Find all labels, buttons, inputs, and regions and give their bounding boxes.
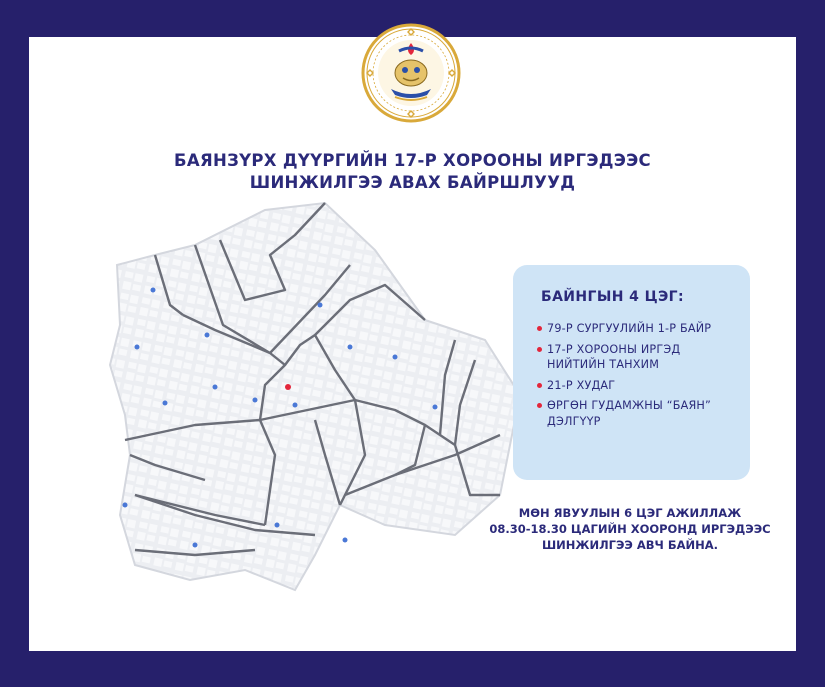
- bullet-icon: [537, 326, 542, 331]
- mobile-points-note: [440, 505, 820, 553]
- panel-heading: БАЙНГЫН 4 ЦЭГ:: [541, 289, 684, 305]
- note-line-1: МӨН ЯВУУЛЫН 6 ЦЭГ АЖИЛЛАЖ: [518, 506, 742, 520]
- page-title: [0, 150, 825, 194]
- bullet-icon: [537, 383, 542, 388]
- permanent-points-panel: [513, 265, 750, 480]
- point-label: ӨРГӨН ГУДАМЖНЫ “БАЯН” ДЭЛГҮҮР: [547, 399, 712, 428]
- district-emblem-icon: [361, 23, 461, 123]
- note-line-2: 08.30-18.30 ЦАГИЙН ХООРОНД ИРГЭДЭЭС: [489, 522, 771, 536]
- map-pin-icon: [285, 384, 291, 390]
- bullet-icon: [537, 347, 542, 352]
- note-line-3: ШИНЖИЛГЭЭ АВЧ БАЙНА.: [541, 538, 719, 552]
- title-line-2: ШИНЖИЛГЭЭ АВАХ БАЙРШЛУУД: [249, 173, 576, 192]
- points-list: [537, 321, 737, 434]
- point-label: 21-Р ХУДАГ: [547, 378, 616, 392]
- point-label: 79-Р СУРГУУЛИЙН 1-Р БАЙР: [547, 322, 712, 335]
- list-item: [537, 378, 737, 394]
- title-line-1: БАЯНЗҮРХ ДҮҮРГИЙН 17-Р ХОРООНЫ ИРГЭДЭЭС: [174, 151, 651, 170]
- list-item: [537, 398, 737, 429]
- point-label: 17-Р ХОРООНЫ ИРГЭД НИЙТИЙН ТАНХИМ: [547, 342, 681, 371]
- list-item: [537, 321, 737, 337]
- bullet-icon: [537, 403, 542, 408]
- list-item: [537, 342, 737, 373]
